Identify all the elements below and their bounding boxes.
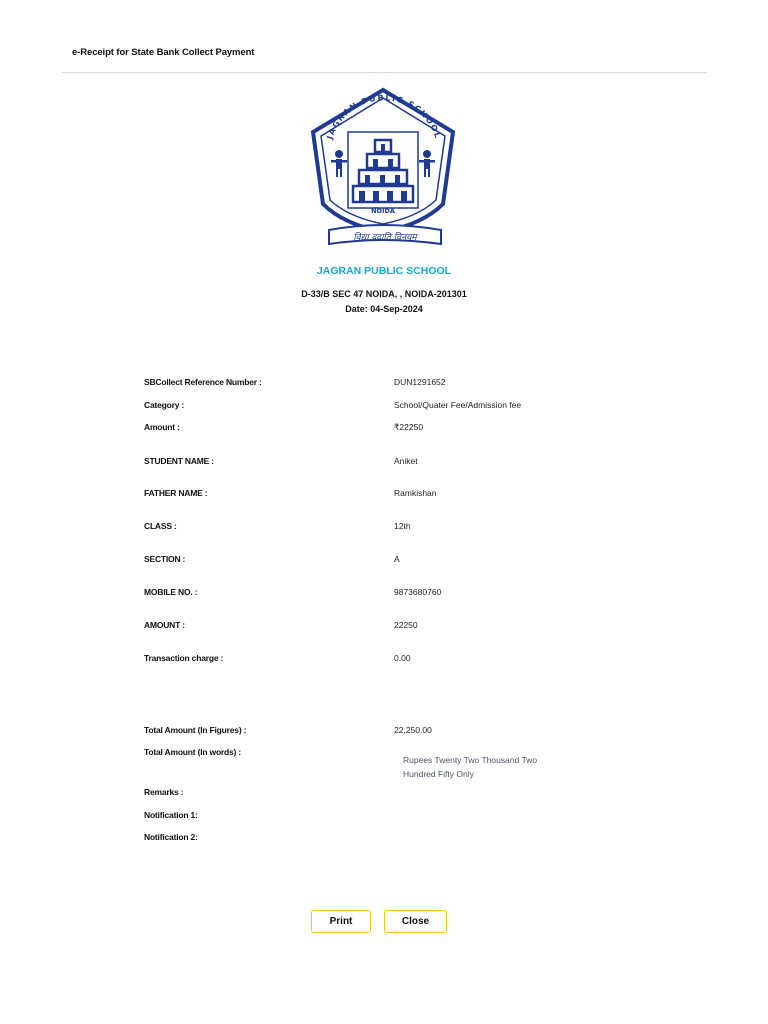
section-value: A	[394, 554, 400, 564]
mobile-number-value: 9873680760	[394, 587, 442, 597]
school-name: JAGRAN PUBLIC SCHOOL	[316, 265, 452, 277]
total-words-value: Rupees Twenty Two Thousand Two Hundred Fifty Only	[403, 755, 538, 779]
section-label: SECTION :	[144, 554, 186, 564]
class-value: 12th	[394, 521, 411, 531]
school-logo	[303, 86, 463, 252]
close-button[interactable]: Close	[384, 910, 447, 933]
amount-value: ₹22250	[394, 422, 424, 432]
amount-detail-value: 22250	[394, 620, 418, 630]
notification-1-label: Notification 1:	[144, 810, 198, 820]
student-name-label: STUDENT NAME :	[144, 456, 214, 466]
reference-number-label: SBCollect Reference Number :	[144, 377, 262, 387]
total-figures-value: 22,250.00	[394, 725, 432, 735]
mobile-number-label: MOBILE NO. :	[144, 587, 198, 597]
school-address: D-33/B SEC 47 NOIDA, , NOIDA-201301	[301, 289, 467, 299]
print-button[interactable]: Print	[311, 910, 371, 933]
student-name-value: Aniket	[394, 456, 418, 466]
logo-city: NOIDA	[371, 207, 395, 215]
transaction-charge-value: 0.00	[394, 653, 411, 663]
total-words-label: Total Amount (In words) :	[144, 747, 241, 757]
class-label: CLASS :	[144, 521, 177, 531]
category-value: School/Quater Fee/Admission fee	[394, 400, 522, 410]
logo-arc-text: JAGRAN PUBLIC SCHOOL	[325, 93, 443, 141]
amount-detail-label: AMOUNT :	[144, 620, 185, 630]
remarks-label: Remarks :	[144, 787, 184, 797]
amount-label: Amount :	[144, 422, 180, 432]
transaction-charge-label: Transaction charge :	[144, 653, 224, 663]
reference-number-value: DUN1291652	[394, 377, 446, 387]
father-name-label: FATHER NAME :	[144, 488, 208, 498]
category-label: Category :	[144, 400, 185, 410]
notification-2-label: Notification 2:	[144, 832, 198, 842]
total-figures-label: Total Amount (In Figures) :	[144, 725, 247, 735]
father-name-value: Ramkishan	[394, 488, 437, 498]
page-header: e-Receipt for State Bank Collect Payment	[72, 47, 255, 58]
header-divider	[62, 72, 707, 73]
logo-motto: विद्या ददाति विनयम्	[353, 233, 417, 243]
receipt-date: Date: 04-Sep-2024	[345, 304, 423, 314]
